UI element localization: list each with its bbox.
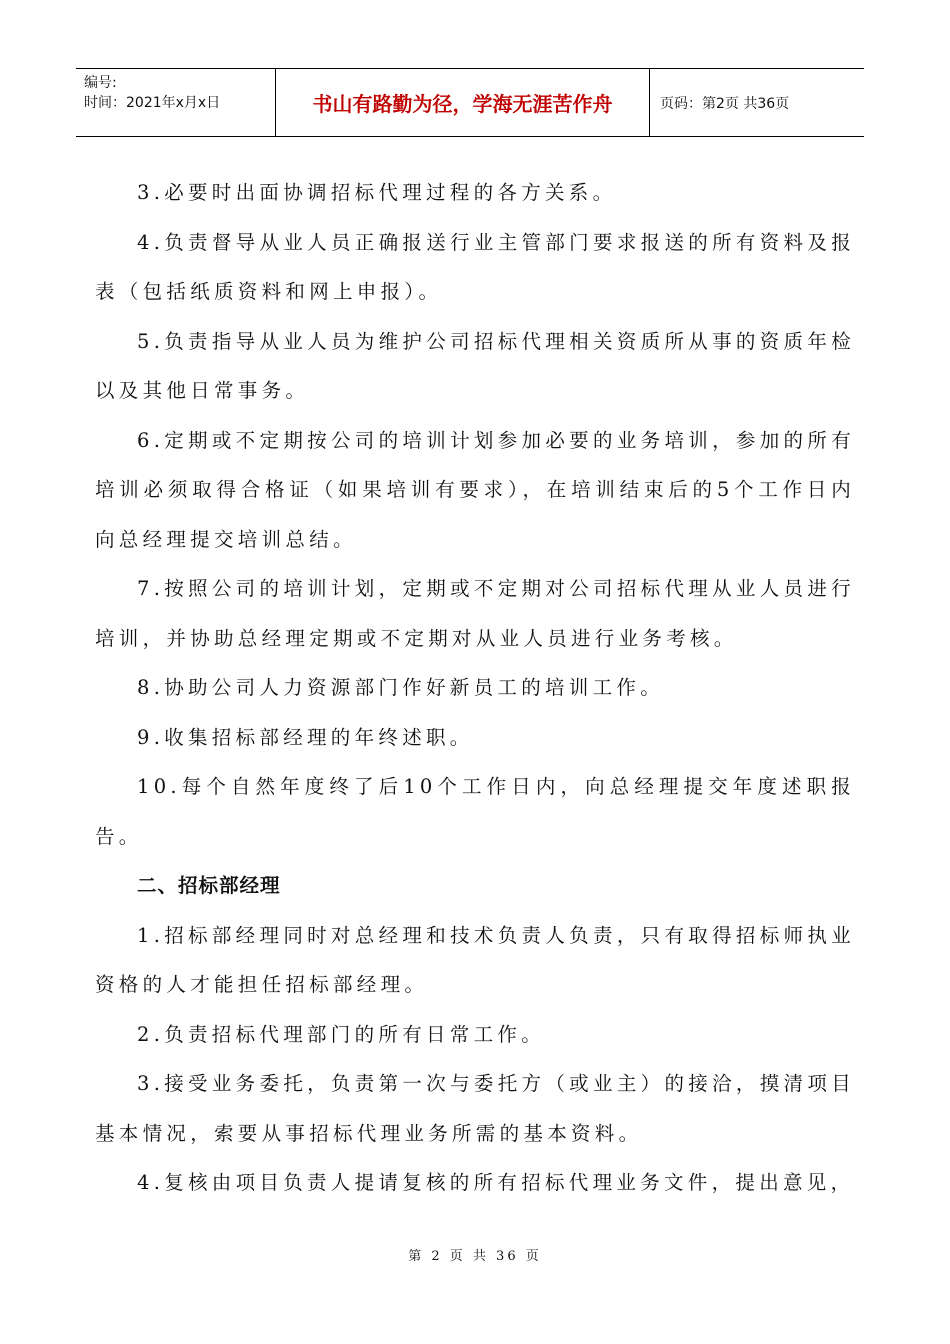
paragraph-item-8: 8.协助公司人力资源部门作好新员工的培训工作。 (137, 676, 665, 699)
paragraph-item-9: 9.收集招标部经理的年终述职。 (137, 725, 474, 749)
section-paragraph-3: 3.接受业务委托，负责第一次与委托方（或业主）的接洽，摸清项目基本情况，索要从事招标代理业务所需的基本资料。 (95, 1072, 855, 1145)
page-header (76, 68, 864, 137)
paragraph-item-6: 6.定期或不定期按公司的培训计划参加必要的业务培训，参加的所有培训必须取得合格证（如果培训有要求），在培训结束后的5个工作日内向总经理提交培训总结。 (95, 428, 855, 551)
header-meta-cell (76, 69, 276, 136)
paragraph-item-5: 5.负责指导从业人员为维护公司招标代理相关资质所从事的资质年检以及其他日常事务。 (95, 329, 855, 402)
header-page-info: 页码：第2页 共36页 (660, 95, 790, 112)
section-heading: 二、招标部经理 (137, 874, 281, 897)
document-number-label: 编号: (84, 75, 117, 91)
section-paragraph-4: 4.复核由项目负责人提请复核的所有招标代理业务文件，提出意见， (137, 1171, 855, 1194)
paragraph-item-3: 3.必要时出面协调招标代理过程的各方关系。 (137, 181, 617, 204)
page-footer: 第 2 页 共 36 页 (408, 1249, 542, 1264)
section-paragraph-1: 1.招标部经理同时对总经理和技术负责人负责，只有取得招标师执业资格的人才能担任招标部经理。 (95, 923, 855, 996)
document-body (95, 168, 855, 1208)
document-time-label: 时间：2021年x月x日 (84, 95, 221, 111)
paragraph-item-7: 7.按照公司的培训计划，定期或不定期对公司招标代理从业人员进行培训，并协助总经理定期或不定期对从业人员进行业务考核。 (95, 577, 855, 650)
paragraph-item-4: 4.负责督导从业人员正确报送行业主管部门要求报送的所有资料及报表（包括纸质资料和网上申报）。 (95, 230, 855, 303)
paragraph-item-10: 10.每个自然年度终了后10个工作日内，向总经理提交年度述职报告。 (95, 775, 855, 848)
section-paragraph-2: 2.负责招标代理部门的所有日常工作。 (137, 1022, 546, 1046)
header-motto: 书山有路勤为径，学海无涯苦作舟 (276, 69, 650, 136)
